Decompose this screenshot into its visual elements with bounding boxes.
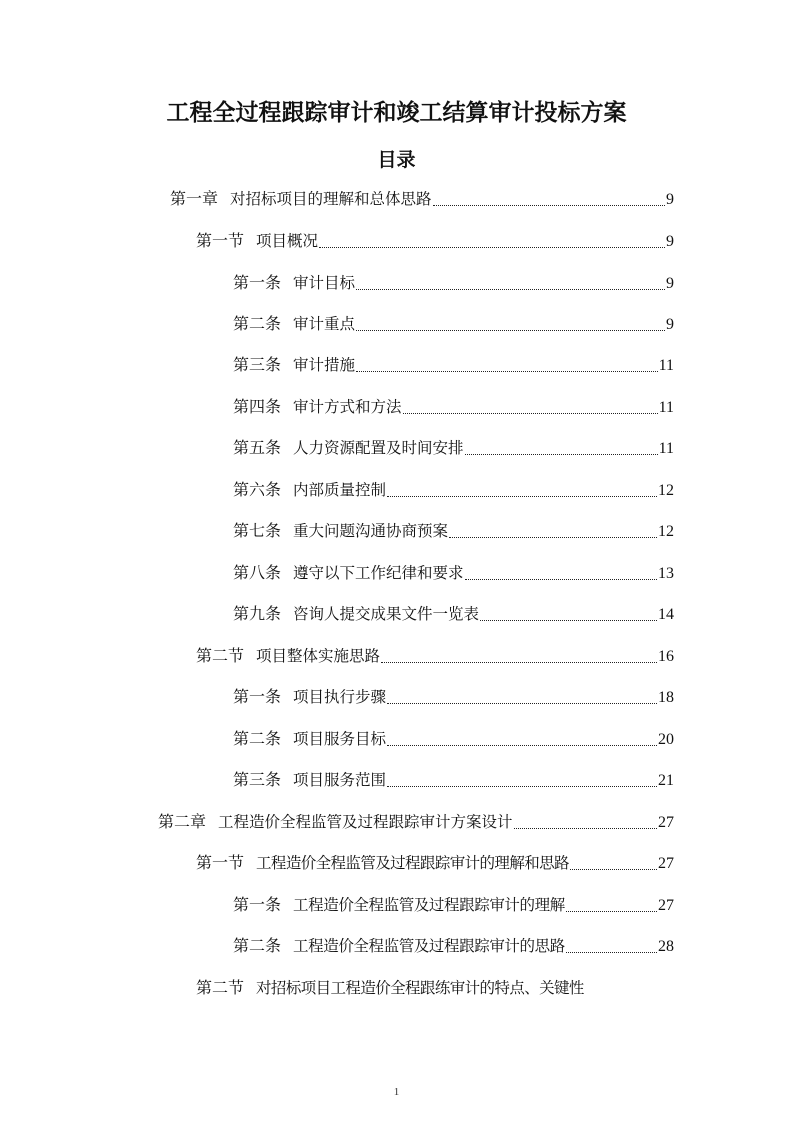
- toc-entry-article[interactable]: [233, 435, 674, 461]
- toc-entry-number: 第二节: [196, 646, 245, 665]
- toc-entry-article[interactable]: [233, 270, 674, 296]
- toc-entry-section[interactable]: [196, 850, 674, 876]
- toc-entry-number: 第八条: [233, 563, 282, 582]
- toc-entry-page: 11: [658, 440, 674, 457]
- toc-entry-title: 项目执行步骤: [293, 688, 387, 706]
- toc-entry-title: 审计措施: [293, 356, 356, 374]
- toc-entry-number: 第四条: [233, 397, 282, 416]
- toc-entry-article[interactable]: [233, 518, 674, 544]
- toc-entry-number: 第二条: [233, 314, 282, 333]
- toc-entry-title: 项目服务范围: [293, 771, 387, 789]
- toc-entry-article[interactable]: [233, 352, 674, 378]
- toc-entry-page: 9: [666, 275, 674, 292]
- toc-entry-number: 第九条: [233, 604, 282, 623]
- toc-entry-page: 21: [658, 772, 674, 789]
- toc-dot-leader: [566, 952, 657, 953]
- toc-entry-page: 18: [658, 689, 674, 706]
- toc-entry-article[interactable]: [233, 684, 674, 710]
- toc-entry-title: 项目整体实施思路: [256, 647, 381, 665]
- toc-entry-page: 27: [658, 897, 674, 914]
- toc-entry-number: 第一节: [196, 231, 245, 250]
- page-number-footer: 1: [393, 1086, 400, 1098]
- toc-entry-number: 第三条: [233, 770, 282, 789]
- toc-dot-leader: [387, 745, 657, 746]
- toc-heading: 目录: [377, 149, 416, 171]
- toc-entry-page: 16: [658, 648, 674, 665]
- toc-entry-title: 项目服务目标: [293, 730, 387, 748]
- toc-entry-section[interactable]: [196, 643, 674, 669]
- toc-entry-page: 9: [666, 191, 674, 208]
- toc-entry-title: 对招标项目的理解和总体思路: [230, 190, 432, 208]
- toc-entry-chapter[interactable]: [170, 186, 674, 212]
- toc-entry-number: 第二章: [158, 812, 207, 831]
- toc-dot-leader: [356, 371, 658, 372]
- toc-entry-number: 第一条: [233, 687, 282, 706]
- toc-dot-leader: [387, 786, 657, 787]
- toc-entry-number: 第一章: [170, 189, 219, 208]
- toc-entry-article[interactable]: [233, 726, 674, 752]
- toc-entry-title: 遵守以下工作纪律和要求: [293, 564, 464, 582]
- toc-dot-leader: [387, 496, 657, 497]
- document-title: 工程全过程跟踪审计和竣工结算审计投标方案: [166, 100, 627, 126]
- toc-dot-leader: [465, 454, 658, 455]
- toc-dot-leader: [356, 330, 665, 331]
- toc-dot-leader: [449, 537, 657, 538]
- toc-entry-page: 11: [658, 357, 674, 374]
- toc-entry-page: 9: [666, 316, 674, 333]
- toc-dot-leader: [433, 205, 665, 206]
- toc-entry-title: 工程造价全程监管及过程跟踪审计的思路: [293, 937, 565, 955]
- toc-entry-article[interactable]: [233, 767, 674, 793]
- toc-entry-number: 第六条: [233, 480, 282, 499]
- toc-entry-page: 27: [658, 855, 674, 872]
- toc-entry-number: 第二条: [233, 729, 282, 748]
- toc-entry-page: 20: [658, 731, 674, 748]
- toc-entry-page: 13: [658, 565, 674, 582]
- toc-entry-title: 项目概况: [256, 232, 319, 250]
- toc-entry-number: 第一条: [233, 895, 282, 914]
- toc-dot-leader: [566, 911, 657, 912]
- toc-entry-page: 12: [658, 523, 674, 540]
- toc-entry-page: 28: [658, 938, 674, 955]
- toc-entry-article[interactable]: [233, 933, 674, 959]
- toc-entry-title: 审计目标: [293, 274, 356, 292]
- toc-entry-title: 审计方式和方法: [293, 398, 402, 416]
- toc-dot-leader: [356, 289, 665, 290]
- toc-dot-leader: [387, 703, 657, 704]
- toc-entry-number: 第二条: [233, 936, 282, 955]
- toc-entry-number: 第五条: [233, 438, 282, 457]
- toc-entry-page: 9: [666, 233, 674, 250]
- toc-dot-leader: [381, 662, 657, 663]
- toc-entry-section[interactable]: [196, 228, 674, 254]
- toc-dot-leader: [514, 828, 657, 829]
- toc-entry-number: 第七条: [233, 521, 282, 540]
- toc-entry-title: 工程造价全程监管及过程跟踪审计的理解和思路: [256, 854, 569, 872]
- toc-entry-article[interactable]: [233, 892, 674, 918]
- toc-entry-title: 人力资源配置及时间安排: [293, 439, 464, 457]
- toc-entry-page: 14: [658, 606, 674, 623]
- toc-dot-leader: [403, 413, 658, 414]
- toc-entry-article[interactable]: [233, 560, 674, 586]
- toc-dot-leader: [319, 247, 665, 248]
- toc-entry-number: 第二节: [196, 978, 245, 997]
- toc-entry-number: 第一节: [196, 853, 245, 872]
- toc-dot-leader: [465, 579, 657, 580]
- toc-entry-title: 咨询人提交成果文件一览表: [293, 605, 480, 623]
- toc-entry-chapter[interactable]: [158, 809, 674, 835]
- toc-entry-title: 工程造价全程监管及过程跟踪审计方案设计: [218, 813, 513, 831]
- toc-entry-title: 工程造价全程监管及过程跟踪审计的理解: [293, 896, 565, 914]
- toc-dot-leader: [570, 869, 657, 870]
- toc-entry-number: 第一条: [233, 273, 282, 292]
- toc-entry-page: 12: [658, 482, 674, 499]
- toc-entry-page: 27: [658, 814, 674, 831]
- toc-entry-article[interactable]: [233, 311, 674, 337]
- toc-entry-title: 对招标项目工程造价全程跟练审计的特点、关键性: [256, 979, 584, 997]
- toc-entry-article[interactable]: [233, 394, 674, 420]
- toc-dot-leader: [480, 620, 657, 621]
- toc-entry-title: 重大问题沟通协商预案: [293, 522, 449, 540]
- toc-entry-article[interactable]: [233, 477, 674, 503]
- toc-entry-section[interactable]: [196, 975, 674, 1001]
- toc-entry-number: 第三条: [233, 355, 282, 374]
- toc-entry-article[interactable]: [233, 601, 674, 627]
- toc-entry-page: 11: [658, 399, 674, 416]
- toc-entry-title: 审计重点: [293, 315, 356, 333]
- toc-entry-title: 内部质量控制: [293, 481, 387, 499]
